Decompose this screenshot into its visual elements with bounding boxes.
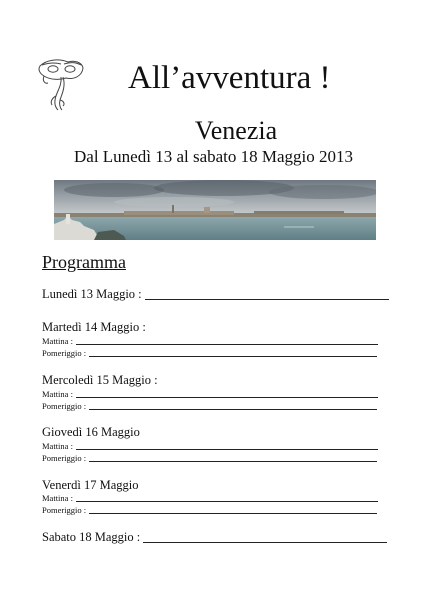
programma-heading: Programma [42, 252, 126, 272]
morning-label: Mattina : [42, 389, 73, 399]
saturday-fill-line[interactable] [143, 542, 387, 543]
tuesday-morning-fill-line[interactable] [76, 344, 378, 345]
wednesday-morning-fill-line[interactable] [76, 397, 378, 398]
venetian-mask-drawing [36, 56, 86, 112]
tuesday-label: Martedì 14 Maggio : [42, 320, 146, 334]
friday-afternoon-entry [42, 505, 377, 516]
tuesday-afternoon-fill-line[interactable] [89, 356, 377, 357]
thursday-morning-entry [42, 441, 378, 452]
city-heading: Venezia [194, 116, 278, 145]
friday-morning-entry [42, 493, 378, 504]
wednesday-afternoon-fill-line[interactable] [89, 409, 377, 410]
monday-fill-line[interactable] [145, 299, 389, 300]
wednesday-afternoon-entry [42, 401, 377, 412]
wednesday-label: Mercoledì 15 Maggio : [42, 373, 158, 387]
afternoon-label: Pomeriggio : [42, 453, 87, 463]
monday-entry [42, 287, 389, 302]
trip-dates: Dal Lunedì 13 al sabato 18 Maggio 2013 [74, 147, 354, 166]
morning-label: Mattina : [42, 336, 73, 346]
afternoon-label: Pomeriggio : [42, 348, 87, 358]
afternoon-label: Pomeriggio : [42, 505, 87, 515]
wednesday-morning-entry [42, 389, 378, 400]
friday-label: Venerdì 17 Maggio [42, 478, 139, 492]
thursday-morning-fill-line[interactable] [76, 449, 378, 450]
thursday-label: Giovedì 16 Maggio [42, 425, 140, 439]
saturday-entry [42, 530, 387, 545]
thursday-afternoon-entry [42, 453, 377, 464]
venice-lagoon-panorama [54, 180, 376, 240]
tuesday-morning-entry [42, 336, 378, 347]
tuesday-afternoon-entry [42, 348, 377, 359]
page-title: All’avventura ! [128, 60, 331, 96]
morning-label: Mattina : [42, 441, 73, 451]
saturday-label: Sabato 18 Maggio : [42, 530, 141, 544]
friday-afternoon-fill-line[interactable] [89, 513, 377, 514]
thursday-afternoon-fill-line[interactable] [89, 461, 377, 462]
afternoon-label: Pomeriggio : [42, 401, 87, 411]
morning-label: Mattina : [42, 493, 73, 503]
friday-morning-fill-line[interactable] [76, 501, 378, 502]
monday-label: Lunedì 13 Maggio : [42, 287, 142, 301]
